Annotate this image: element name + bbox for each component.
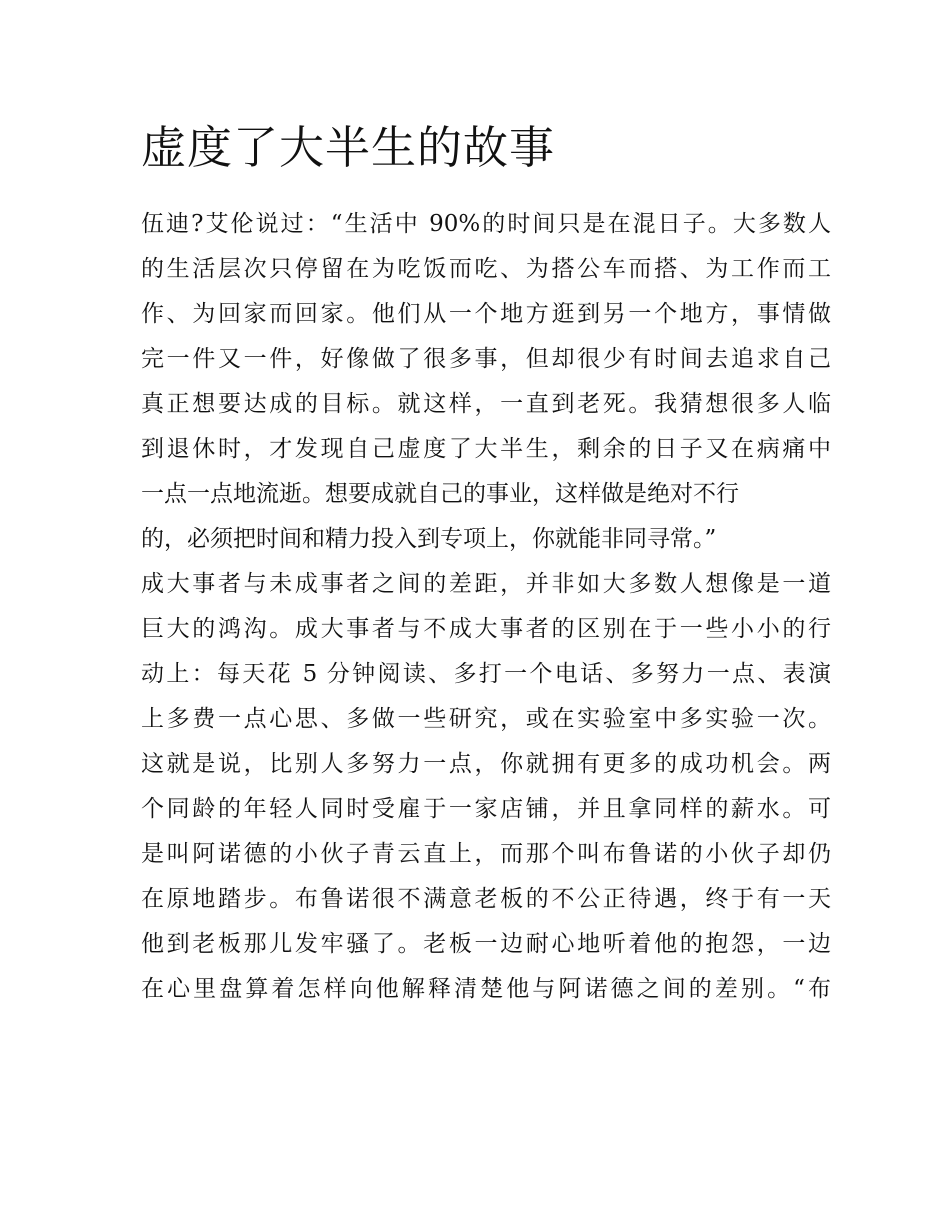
text-line: 是叫阿诺德的小伙子青云直上，而那个叫布鲁诺的小伙子却仍 [141,841,831,867]
text-line: 成大事者与未成事者之间的差距，并非如大多数人想像是一道 [141,571,831,597]
text-line: 的生活层次只停留在为吃饭而吃、为搭公车而搭、为工作而工 [141,256,831,282]
text-line: 上多费一点心思、多做一些研究，或在实验室中多实验一次。 [141,706,831,732]
text-line: 到退休时，才发现自己虚度了大半生，剩余的日子又在病痛中 [141,436,831,462]
text-line: 完一件又一件，好像做了很多事，但却很少有时间去追求自己 [141,346,831,372]
text-line: 作、为回家而回家。他们从一个地方逛到另一个地方，事情做 [141,301,831,327]
text-line: 真正想要达成的目标。就这样，一直到老死。我猜想很多人临 [141,391,831,417]
text-line: 在心里盘算着怎样向他解释清楚他与阿诺德之间的差别。“布 [141,976,831,1002]
text-line: 动上：每天花 5 分钟阅读、多打一个电话、多努力一点、表演 [141,661,831,687]
text-line: 的，必须把时间和精力投入到专项上，你就能非同寻常。” [141,526,717,552]
text-line: 他到老板那儿发牢骚了。老板一边耐心地听着他的抱怨，一边 [141,931,831,957]
document-body [141,202,831,1012]
text-line: 个同龄的年轻人同时受雇于一家店铺，并且拿同样的薪水。可 [141,796,831,822]
text-line: 伍迪?艾伦说过：“生活中 90%的时间只是在混日子。大多数人 [141,211,831,237]
text-line: 巨大的鸿沟。成大事者与不成大事者的区别在于一些小小的行 [141,616,831,642]
document-title: 虚度了大半生的故事 [141,121,556,174]
text-line: 这就是说，比别人多努力一点，你就拥有更多的成功机会。两 [141,751,831,777]
text-line: 在原地踏步。布鲁诺很不满意老板的不公正待遇，终于有一天 [141,886,831,912]
text-line: 一点一点地流逝。想要成就自己的事业，这样做是绝对不行 [141,481,739,507]
